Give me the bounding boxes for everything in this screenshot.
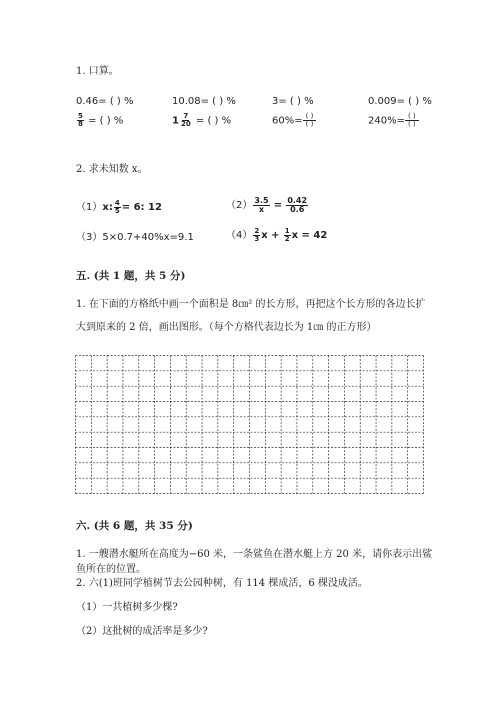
q1-item-1: 0.46= ( ) % xyxy=(76,96,134,107)
q1-title: 1. 口算。 xyxy=(76,66,119,77)
q1-item-8: 240%= $\frac{( )}{( )}$ xyxy=(368,113,419,128)
q2-problem-1: （1）x: $\frac{4}{5}$ = 6: 12 xyxy=(76,198,162,215)
section-6-q1-line-2: 鱼所在的位置。 xyxy=(76,564,146,575)
q2-problem-3: （3）5×0.7+40%x=9.1 xyxy=(76,232,194,243)
section-6-q2-part-1: （1）一共植树多少棵? xyxy=(76,602,178,613)
q1-item-7: 60%= $\frac{( )}{( )}$ xyxy=(272,113,316,128)
q2-problem-4: （4） $\frac{2}{3}$ x + $\frac{1}{2}$ x = 42 xyxy=(226,226,328,243)
section-6-q1-line-1: 1. 一艘潜水艇所在高度为−60 米，一条鲨鱼在潜水艇上方 20 米，请你表示出鲨 xyxy=(76,549,433,560)
q2-title: 2. 求未知数 x。 xyxy=(76,164,148,175)
q1-item-3: 3= ( ) % xyxy=(272,96,314,107)
section-5-line-1: 1. 在下面的方格纸中画一个面积是 8㎝² 的长方形，再把这个长方形的各边长扩 xyxy=(76,299,426,310)
section-5-heading: 五. (共 1 题，共 5 分) xyxy=(76,270,186,282)
q1-item-5: $\frac{5}{8}$ = ( ) % xyxy=(78,112,124,128)
grid-paper xyxy=(75,355,424,495)
q1-item-6: 1 $\frac{7}{20}$ = ( ) % xyxy=(172,112,232,128)
section-6-heading: 六. (共 6 题，共 35 分) xyxy=(76,520,193,532)
q1-item-4: 0.009= ( ) % xyxy=(368,96,432,107)
q1-item-2: 10.08= ( ) % xyxy=(172,96,236,107)
section-6-q2-part-2: （2）这批树的成活率是多少? xyxy=(76,626,208,637)
section-6-q2: 2. 六(1)班同学植树节去公园种树，有 114 棵成活，6 棵没成活。 xyxy=(76,578,368,589)
q2-problem-2: （2） $\frac{3.5}{x}$ = $\frac{0.42}{0.6}$ xyxy=(226,195,308,214)
section-5-line-2: 大到原来的 2 倍，画出图形。（每个方格代表边长为 1㎝ 的正方形） xyxy=(76,322,377,333)
